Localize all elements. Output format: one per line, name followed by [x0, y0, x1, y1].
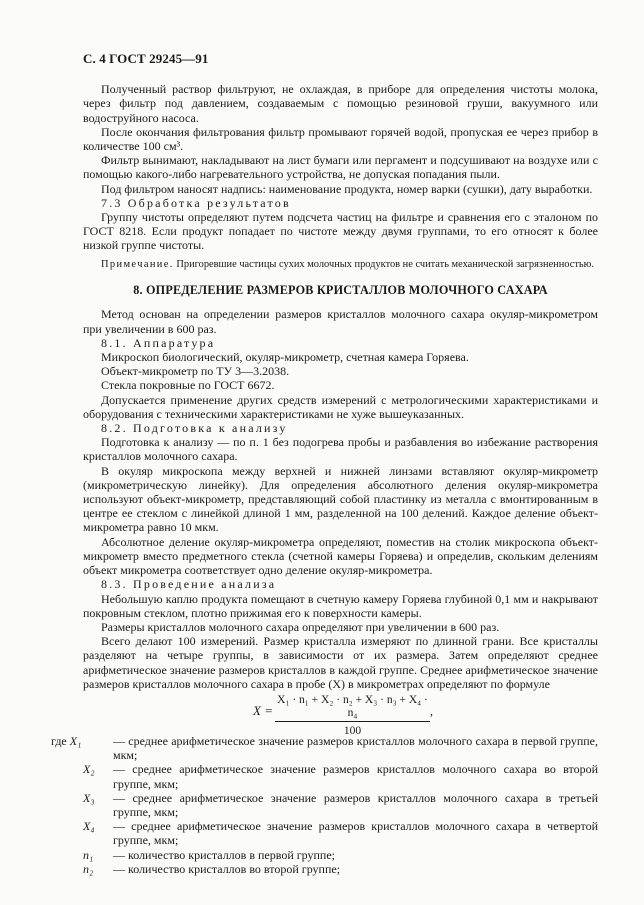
subsection-8-2-heading: 8.2. Подготовка к анализу: [101, 421, 288, 436]
formula-trail: ,: [430, 703, 433, 718]
definition-text: — среднее арифметическое значение размеров кристаллов молочного сахара в четвертой группе, мкм;: [113, 819, 598, 848]
paragraph-measurements: Всего делают 100 измерений. Размер кристалла измеряют по длинной грани. Все кристаллы разделяют на четыре группы, в зависимости от их размера. Затем определяют среднее арифметическое значение размеров кристаллов в каждой группе. Среднее арифметическое значение размеров кристаллов молочного сахара в пробе (X) в микрометрах определяют по формуле: [83, 634, 598, 691]
definition-symbol: X₁: [69, 733, 82, 748]
paragraph-purity-group: Группу чистоты определяют путем подсчета частиц на фильтре и сравнения его с эталоном по ГОСТ 8218. Если продукт попадает по чистоте между двумя группами, то его относят к более низкой группе чистоты.: [83, 210, 598, 253]
definition-item: [51, 734, 598, 762]
definition-text: — среднее арифметическое значение размеров кристаллов молочного сахара в третьей группе, мкм;: [113, 790, 598, 819]
paragraph-magnification: Размеры кристаллов молочного сахара определяют при увеличении в 600 раз.: [101, 619, 500, 634]
paragraph-method: Метод основан на определении размеров кристаллов молочного сахара окуляр-микрометром при увеличении в 600 раз.: [83, 307, 598, 336]
definition-symbol: X₃: [83, 790, 95, 805]
apparatus-item-cover-glass: Стекла покровные по ГОСТ 6672.: [101, 378, 275, 393]
definition-symbol: X₄: [83, 819, 95, 834]
subsection-7-3-heading: 7.3 Обработка результатов: [101, 195, 291, 210]
paragraph-alternatives: Допускается применение других средств измерений с метрологическими характеристиками и оборудования с техническими характеристиками не хуже вышеуказанных.: [83, 392, 598, 421]
paragraph-filtration: Полученный раствор фильтруют, не охлаждая, в приборе для определения чистоты молока, через фильтр под давлением, создаваемым с помощью резиновой груши, вакуумного или водоструйного насоса.: [83, 82, 598, 125]
definition-item: [51, 862, 598, 876]
formula-denominator: 100: [343, 724, 362, 737]
definition-text: — количество кристаллов в первой группе;: [113, 847, 336, 862]
note-label: Примечание.: [101, 258, 174, 270]
page-header: С. 4 ГОСТ 29245—91: [83, 51, 209, 66]
definition-symbol: X₂: [83, 762, 95, 777]
definition-item: [51, 819, 598, 847]
paragraph-absolute-division: Абсолютное деление окуляр-микрометра определяют, поместив на столик микроскопа объект-микрометр вместо предметного стекла (счетной камеры Горяева) и определив, скольким делениям объект микрометра соответствует одно деление окуляр-микрометра.: [83, 534, 598, 578]
definition-symbol: n₂: [83, 861, 94, 876]
formula-fraction: [275, 694, 430, 738]
definition-symbol: n₁: [83, 847, 94, 862]
definitions-list: [51, 734, 598, 876]
subsection-8-1-heading: 8.1. Аппаратура: [101, 335, 216, 350]
document-page: [51, 51, 598, 876]
apparatus-item-object-micrometer: Объект-микрометр по ТУ 3—3.2038.: [101, 364, 290, 379]
paragraph-filter-dry: Фильтр вынимают, накладывают на лист бумаги или пергамент и подсушивают на воздухе или с помощью какого-либо нагревательного устройства, не допуская попадания пыли.: [83, 153, 598, 182]
section-8-title: 8. ОПРЕДЕЛЕНИЕ РАЗМЕРОВ КРИСТАЛЛОВ МОЛОЧНОГО САХАРА: [133, 283, 548, 298]
formula-lhs: X =: [253, 702, 273, 718]
definition-prefix: где: [51, 733, 67, 748]
paragraph-filter-label: Под фильтром наносят надпись: наименование продукта, номер варки (сушки), дату выработки.: [101, 181, 593, 196]
subsection-8-3-heading: 8.3. Проведение анализа: [101, 577, 277, 592]
paragraph-preparation: Подготовка к анализу — по п. 1 без подогрева пробы и разбавления во избежание растворения кристаллов молочного сахара.: [83, 435, 598, 464]
apparatus-item-microscope: Микроскоп биологический, окуляр-микрометр, счетная камера Горяева.: [101, 350, 469, 365]
note: [83, 259, 598, 272]
note-text: Пригоревшие частицы сухих молочных продуктов не считать механической загрязненностью.: [176, 258, 595, 270]
definition-text: — количество кристаллов во второй группе;: [113, 861, 341, 876]
definition-text: — среднее арифметическое значение размеров кристаллов молочного сахара во второй группе, мкм;: [113, 762, 598, 791]
paragraph-filter-wash: После окончания фильтрования фильтр промывают горячей водой, пропуская ее через прибор в количестве 100 см³.: [83, 124, 598, 154]
paragraph-drop: Небольшую каплю продукта помещают в счетную камеру Горяева глубиной 0,1 мм и накрывают покровным стеклом, плотно прижимая его к поверхности камеры.: [83, 591, 598, 620]
formula-numerator: X₁ · n₁ + X₂ · n₂ + X₃ · n₃ + X₄ · n₄: [275, 694, 430, 722]
paragraph-eyepiece: В окуляр микроскопа между верхней и нижней линзами вставляют окуляр-микрометр (микрометрическую линейку). Для определения абсолютного деления окуляр-микрометра используют объект-микрометр, представляющий собой пластинку из металла с вмонтированным в центре ее стеклом с линейкой длиной 1 мм, разделенной на 100 делений. Каждое деление объект-микрометра равно 10 мкм.: [83, 463, 598, 535]
definition-text: — среднее арифметическое значение размеров кристаллов молочного сахара в первой группе, мкм;: [113, 733, 598, 763]
formula: [83, 693, 598, 737]
definition-item: [51, 762, 598, 790]
definition-item: [51, 848, 598, 862]
definition-item: [51, 791, 598, 819]
